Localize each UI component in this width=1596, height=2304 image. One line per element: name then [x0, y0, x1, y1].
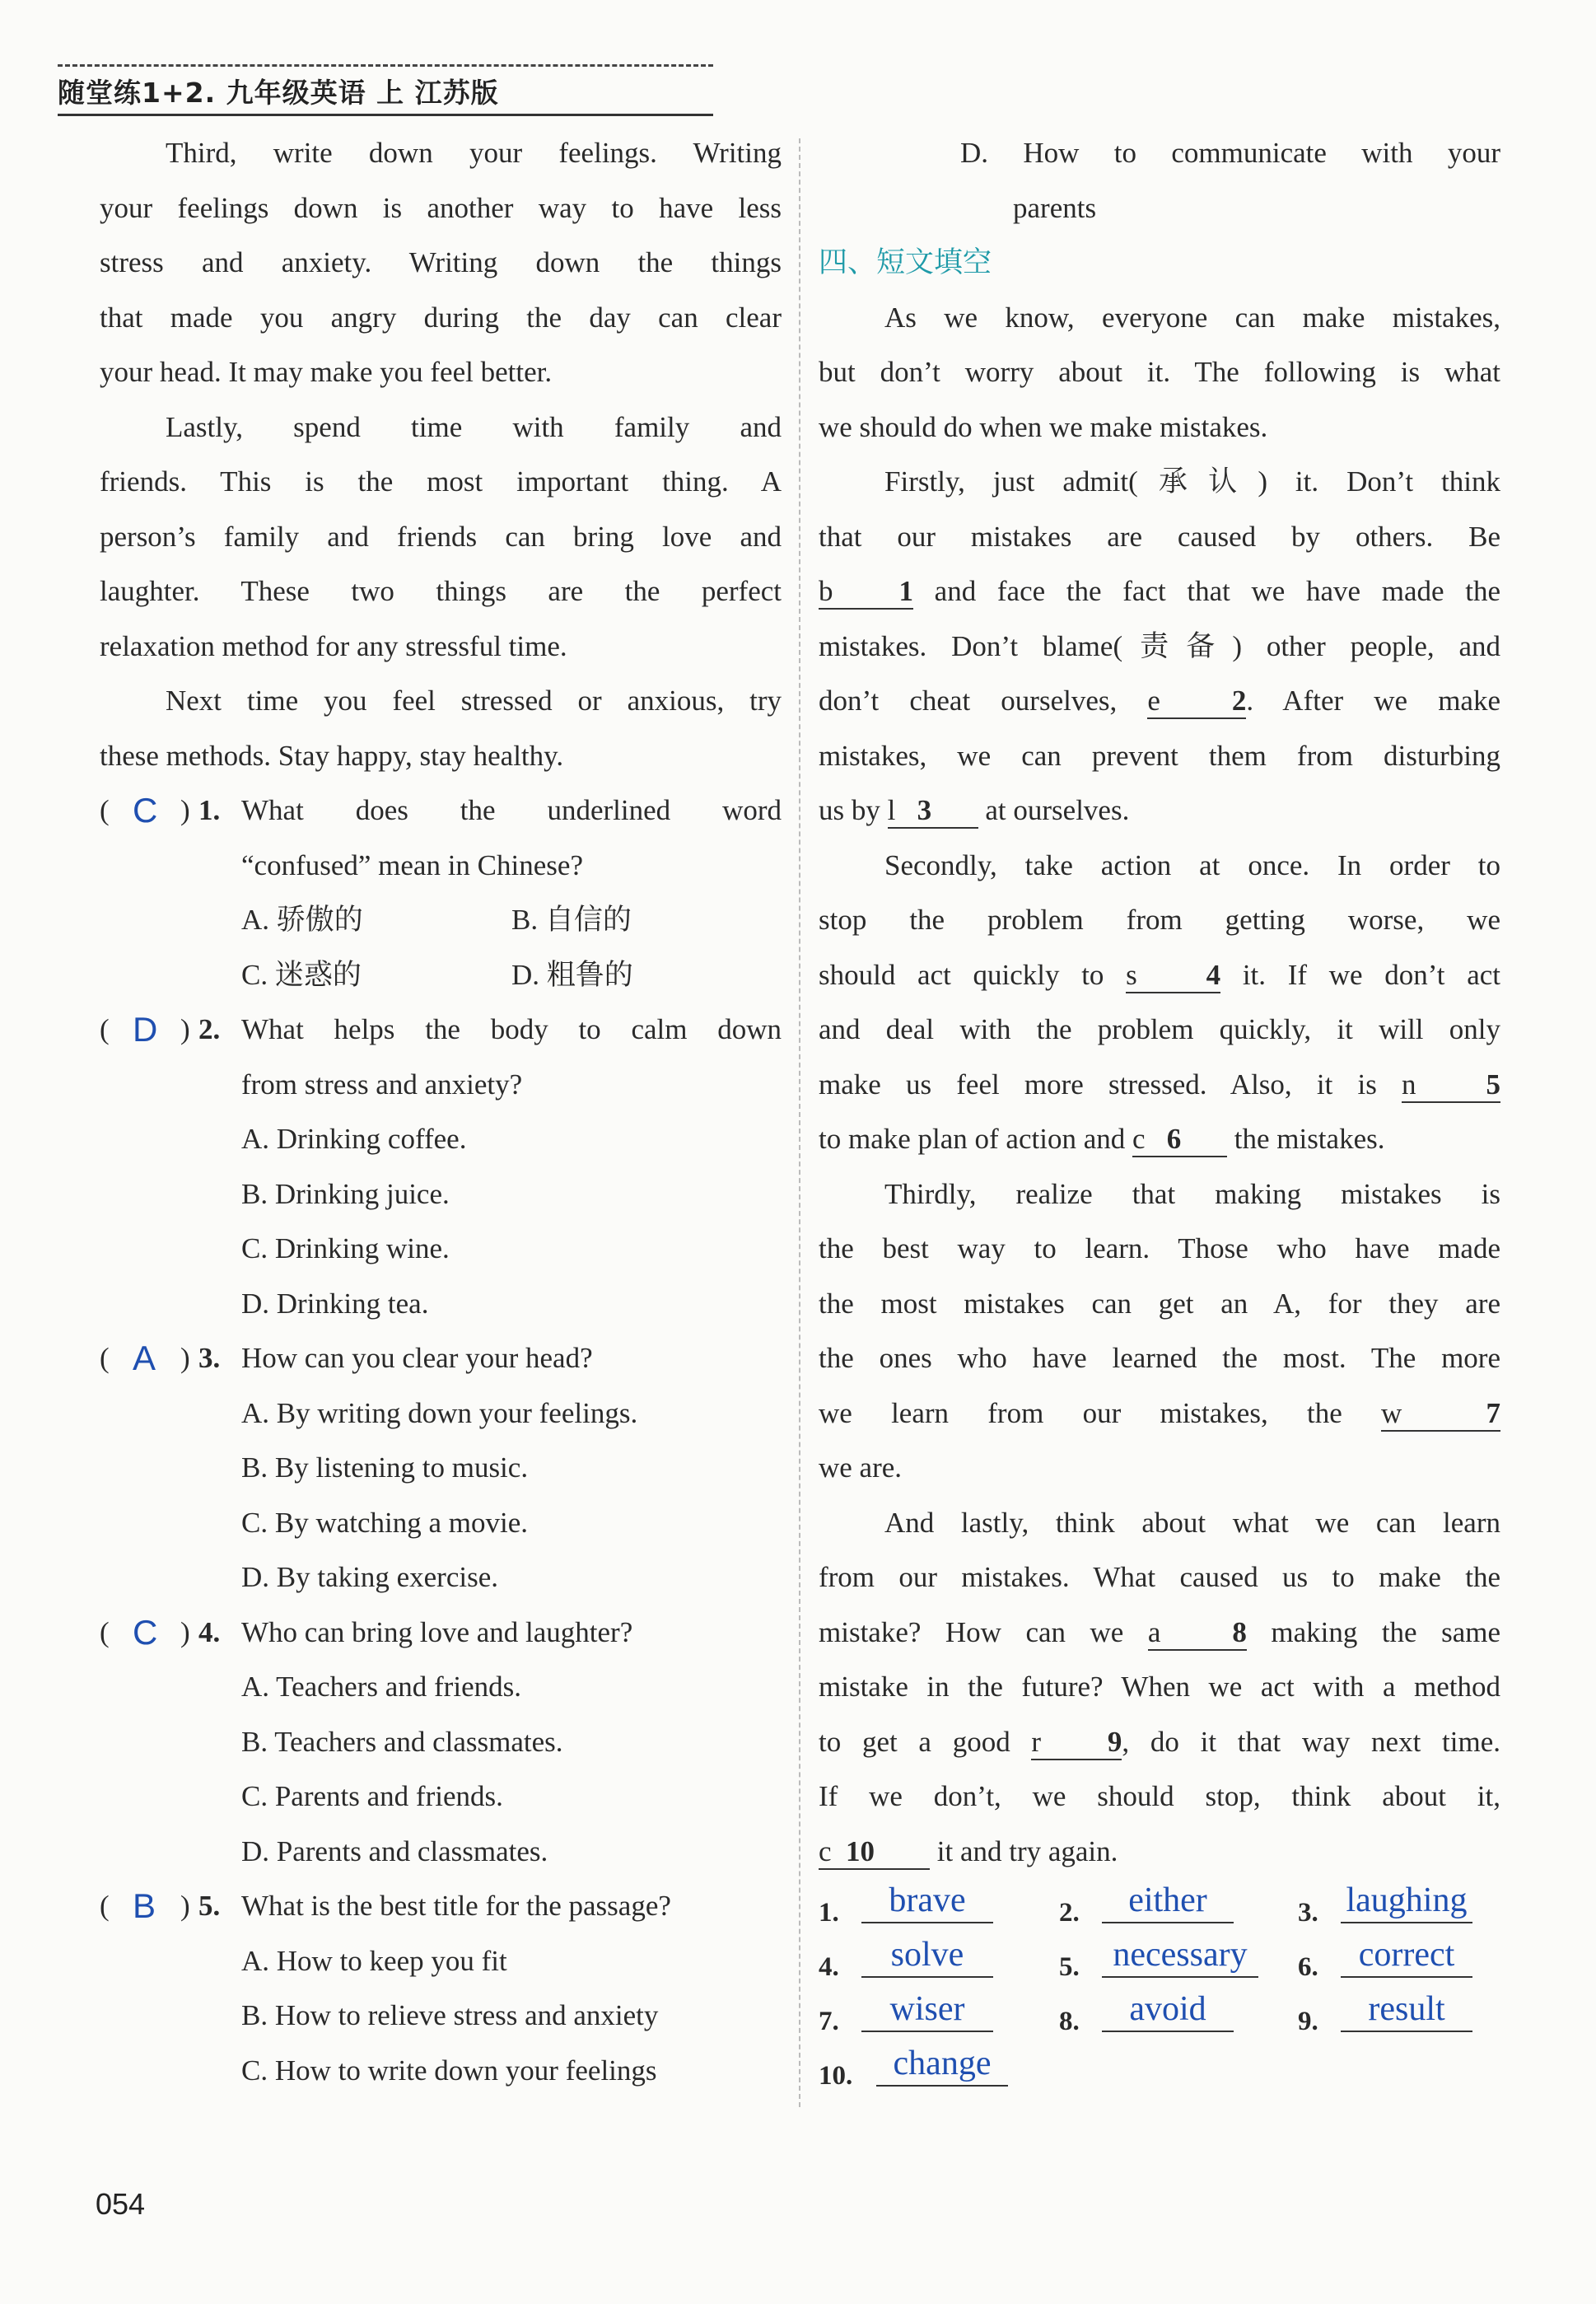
question-text: How can you clear your head? [241, 1342, 593, 1374]
answer-mark: B [133, 1886, 156, 1925]
running-header [58, 64, 713, 116]
option-continued: parents [1013, 191, 1097, 224]
text-line: laughter. These two things are the perfect [100, 575, 782, 607]
text-line: mistake in the future? When we act with a method [819, 1671, 1500, 1703]
text-line: stress and anxiety. Writing down the things [100, 246, 782, 278]
blank-8: a 8 [1148, 1616, 1247, 1651]
option: A. Drinking coffee. [241, 1123, 467, 1155]
answer-item: 1. brave [819, 1879, 1057, 1928]
question-text: “confused” mean in Chinese? [241, 848, 583, 881]
question-number: 3. [198, 1342, 221, 1374]
question-number: 1. [198, 794, 221, 826]
option: A. By writing down your feelings. [241, 1396, 638, 1429]
blank-5: n 5 [1402, 1068, 1500, 1103]
answer-item: 6. correct [1298, 1933, 1537, 1983]
text-line: we are. [819, 1451, 903, 1484]
blank-2: e 2 [1147, 685, 1246, 719]
blank-4: s 4 [1126, 959, 1220, 993]
question-5: ( B ) 5. What is the best title for the passage? [100, 1879, 782, 1934]
question-4: ( C ) 4. Who can bring love and laughter? [100, 1605, 782, 1661]
text-line: we should do when we make mistakes. [819, 410, 1268, 443]
text-line: Next time you feel stressed or anxious, try [166, 685, 782, 717]
option: D. Parents and classmates. [241, 1834, 548, 1867]
text-line-with-blank: to get a good r 9, do it that way next time. [819, 1715, 1500, 1770]
answer-mark: C [133, 791, 158, 830]
text-line-with-blank: don’t cheat ourselves, e 2. After we make [819, 674, 1500, 729]
text-line: that our mistakes are caused by others. Be [819, 520, 1500, 553]
blank-7: w 7 [1381, 1397, 1500, 1432]
text-line-with-blank: c 10 it and try again. [819, 1825, 1500, 1880]
book-title: 随堂练1+2. 九年级英语 上 江苏版 [58, 77, 499, 109]
blank-9: r 9 [1031, 1726, 1122, 1760]
text-line: friends. This is the most important thing. A [100, 465, 782, 498]
header-rule [58, 114, 713, 116]
blank-10: c 10 [819, 1835, 930, 1870]
text-line: and deal with the problem quickly, it will only [819, 1013, 1500, 1045]
text-line-with-blank: to make plan of action and c 6 the mistakes. [819, 1112, 1500, 1167]
question-text: from stress and anxiety? [241, 1068, 523, 1101]
option: C. Parents and friends. [241, 1780, 503, 1812]
option: C. By watching a movie. [241, 1506, 529, 1539]
text-line: relaxation method for any stressful time. [100, 629, 567, 662]
option: A. 骄傲的 [241, 904, 363, 936]
text-line: And lastly, think about what we can learn [884, 1506, 1500, 1539]
answer-item: 4. solve [819, 1933, 1057, 1983]
text-line: Secondly, take action at once. In order to [884, 848, 1500, 881]
answer-item: 10. change [819, 2042, 1057, 2091]
question-1: ( C ) 1. What does the underlined word [100, 783, 782, 839]
blank-3: l 3 [888, 794, 978, 829]
answer-item: 2. either [1059, 1879, 1298, 1928]
answer-item: 3. laughing [1298, 1879, 1537, 1928]
text-line: As we know, everyone can make mistakes, [884, 301, 1500, 334]
right-column [819, 126, 1500, 2101]
option: D. Drinking tea. [241, 1287, 429, 1320]
answer-item: 5. necessary [1059, 1933, 1298, 1983]
question-number: 5. [198, 1890, 221, 1922]
question-number: 2. [198, 1013, 221, 1045]
text-line: the most mistakes can get an A, for they are [819, 1287, 1500, 1320]
text-line: Thirdly, realize that making mistakes is [884, 1177, 1500, 1210]
text-line: the best way to learn. Those who have made [819, 1232, 1500, 1264]
text-line: stop the problem from getting worse, we [819, 904, 1500, 936]
question-number: 4. [198, 1615, 221, 1648]
option: B. By listening to music. [241, 1451, 529, 1484]
blank-1: b 1 [819, 575, 913, 610]
option: C. Drinking wine. [241, 1232, 450, 1264]
option-row [100, 893, 782, 948]
answer-item: 8. avoid [1059, 1988, 1298, 2037]
answer-mark: A [133, 1339, 156, 1377]
page-number: 054 [96, 2187, 146, 2221]
text-line-with-blank: make us feel more stressed. Also, it is n 5 [819, 1058, 1500, 1113]
text-line-with-blank: us by l 3 at ourselves. [819, 783, 1500, 839]
question-2: ( D ) 2. What helps the body to calm down [100, 1002, 782, 1058]
option: D. How to communicate with your [960, 137, 1500, 169]
passage-paragraph [100, 674, 782, 783]
text-line: your head. It may make you feel better. [100, 356, 553, 388]
text-line-with-blank: should act quickly to s 4 it. If we don’t act [819, 948, 1500, 1003]
option: B. Drinking juice. [241, 1177, 450, 1210]
text-line: If we don’t, we should stop, think about it, [819, 1780, 1500, 1812]
answer-mark: D [133, 1010, 158, 1049]
column-divider [799, 138, 800, 2107]
text-line: but don’t worry about it. The following is what [819, 356, 1500, 388]
question-text: What helps the body to calm down [241, 1013, 782, 1045]
text-line: the ones who have learned the most. The more [819, 1342, 1500, 1374]
answer-item: 9. result [1298, 1988, 1537, 2037]
text-line-with-blank: we learn from our mistakes, the w 7 [819, 1386, 1500, 1442]
text-line: these methods. Stay happy, stay healthy. [100, 739, 564, 772]
text-line: your feelings down is another way to have less [100, 191, 782, 224]
question-text: Who can bring love and laughter? [241, 1615, 633, 1648]
option: A. Teachers and friends. [241, 1671, 521, 1703]
text-line: mistakes, we can prevent them from disturbing [819, 739, 1500, 772]
option: B. Teachers and classmates. [241, 1725, 563, 1758]
answer-key [819, 1879, 1500, 2101]
option: D. 粗鲁的 [511, 958, 633, 991]
answer-item: 7. wiser [819, 1988, 1057, 2037]
text-line: Firstly, just admit(承认) it. Don’t think [884, 465, 1500, 498]
left-column [100, 126, 782, 2098]
passage-paragraph [100, 126, 782, 400]
option-row [100, 948, 782, 1003]
text-line: person’s family and friends can bring love and [100, 520, 782, 553]
option: D. By taking exercise. [241, 1561, 498, 1593]
answer-mark: C [133, 1612, 158, 1652]
option: C. How to write down your feelings [241, 2054, 657, 2087]
section-heading: 四、短文填空 [819, 246, 992, 279]
blank-6: c 6 [1132, 1123, 1227, 1157]
text-line-with-blank: mistake? How can we a 8 making the same [819, 1605, 1500, 1661]
option: B. 自信的 [511, 904, 632, 936]
question-text: What does the underlined word [241, 794, 782, 826]
option: C. 迷惑的 [241, 958, 362, 991]
option: B. How to relieve stress and anxiety [241, 1999, 659, 2031]
text-line: from our mistakes. What caused us to make the [819, 1561, 1500, 1593]
text-line-with-blank: b 1 and face the fact that we have made the [819, 564, 1500, 619]
text-line: Third, write down your feelings. Writing [166, 137, 782, 169]
text-line: Lastly, spend time with family and [166, 410, 782, 443]
question-3: ( A ) 3. How can you clear your head? [100, 1331, 782, 1386]
passage-paragraph [100, 400, 782, 675]
question-text: What is the best title for the passage? [241, 1890, 671, 1922]
text-line: mistakes. Don’t blame(责备) other people, and [819, 629, 1500, 662]
text-line: that made you angry during the day can clear [100, 301, 782, 334]
option: A. How to keep you fit [241, 1944, 507, 1977]
